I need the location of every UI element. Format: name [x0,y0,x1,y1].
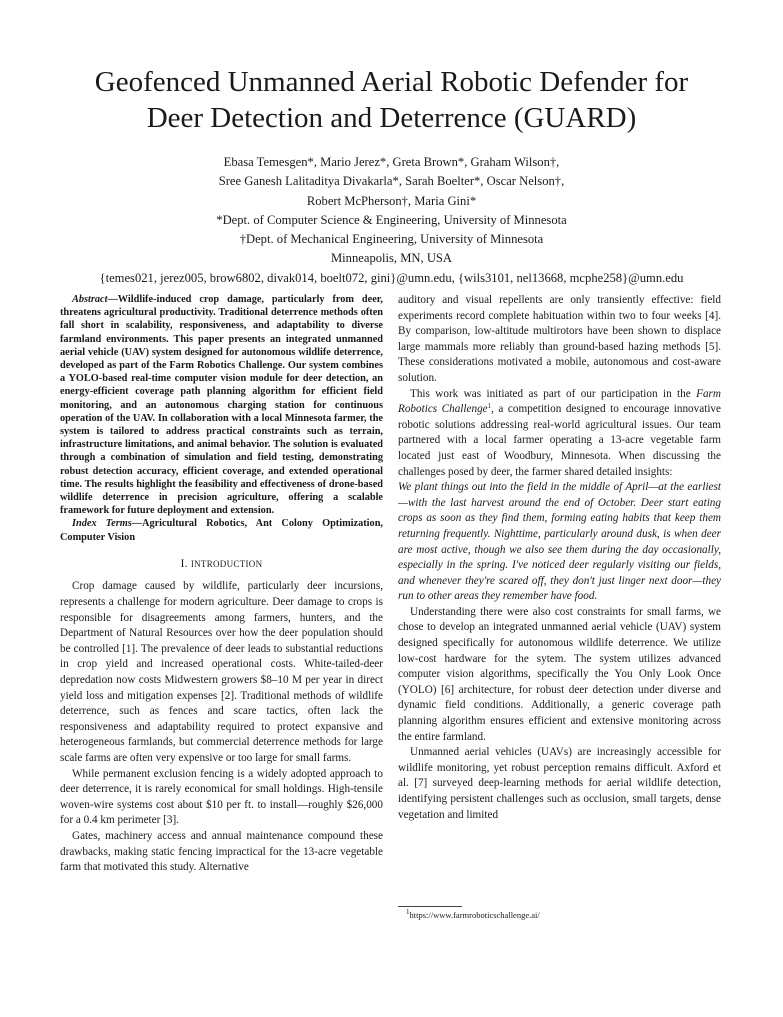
title-line: Geofenced Unmanned Aerial Robotic Defender for [94,66,689,98]
title-line: Deer Detection and Deterrence (GUARD) [146,102,637,134]
author-line: Sree Ganesh Lalitaditya Divakarla*, Sarah Boelter*, Oscar Nelson†, [218,174,565,189]
section-number: I. [180,557,188,570]
paragraph [398,387,721,481]
paragraph-text: , a competition designed to encourage innovative robotic solutions addressing real-world agricultural issues. Our team partnered with a local farmer operating a 13-acre vegetable farm located just east of Woodbury, Minnesota. When discussing the challenges posed by deer, the farmer shared detailed insights: [398,403,721,478]
farmer-quote: We plant things out into the field in the middle of April—at the earliest—with the last harvest around the end of October. Deer start eating crops as soon as they find them, forming eating habits that keep them returning frequently. Nighttime, particularly around dusk, is when deer are most active, though we also see them during the day occasionally, especially in the spring. I've noticed deer regularly visiting our fields, and whenever they're scared off, they don't just linger next door—they run to other areas they remember have food. [398,481,721,603]
paragraph: auditory and visual repellents are only transiently effective: field experiments record complete habituation within two to four weeks [4]. By comparison, low-altitude multirotors have been shown to displace large mammals more reliably than ground-based hazing methods [5]. These considerations motivated a mobile, autonomous and cost-aware solution. [398,294,721,384]
section-heading [60,557,383,573]
paragraph-text: This work was initiated as part of our participation in the [410,387,697,400]
footnote-url[interactable]: https://www.farmroboticschallenge.ai/ [409,910,540,920]
right-column [398,293,721,823]
paragraph: Gates, machinery access and annual maintenance compound these drawbacks, making static fencing impractical for the 13-acre vegetable farm that motivated this study. Alternative [60,829,383,874]
abstract [60,293,383,517]
abstract-label: Abstract [72,294,108,305]
paragraph: Understanding there were also cost constraints for small farms, we chose to develop an integrated unmanned aerial vehicle (UAV) system designed specifically for autonomous wildlife deterrence. We utilize low-cost hardware for the sytem. The system utilizes advanced computer vision algorithms, specifically the You Only Look Once (YOLO) [6] architecture, for robust deer detection under diverse and dynamic field conditions. Additionally, a generic coverage path planning algorithm ensures efficient and extensive monitoring across the entire farmland. [398,605,721,743]
paragraph: Unmanned aerial vehicles (UAVs) are increasingly accessible for wildlife monitoring, yet robust perception remains difficult. Axford et al. [7] surveyed deep-learning methods for aerial wildlife detection, identifying persistent challenges such as occlusion, small targets, dense vegetation and limited [398,746,721,821]
index-terms-label: Index Terms [72,518,132,530]
author-block [40,153,743,288]
affiliation-line: *Dept. of Computer Science & Engineering, University of Minnesota [216,212,567,227]
abstract-text: —Wildlife-induced crop damage, particularly from deer, threatens agricultural productivity. Traditional deterrence methods often fall short in scalability, responsiveness, and adaptability to diverse farmland environments. This paper presents an integrated unmanned aerial vehicle (UAV) system designed for autonomous wildlife deterrence, developed as part of the Farm Robotics Challenge. Our system combines a YOLO-based real-time computer vision module for deer detection, an energy-efficient coverage path planning algorithm for efficient field monitoring, and an autonomous charging station for continuous operation of the UAV. In collaboration with a local Minnesota farmer, the system is tailored to address practical constraints such as terrain, infrastructure limitations, and animal behavior. The solution is evaluated through a combination of simulation and field testing, demonstrating robust detection accuracy, efficient coverage, and extended operational time. The results highlight the feasibility and effectiveness of drone-based wildlife deterrence in precision agriculture, offering a scalable framework for future deployment and extension. [60,294,383,517]
footnote-marker: 1 [487,402,492,411]
email-line: {temes021, jerez005, brow6802, divak014, boelt072, gini}@umn.edu, {wils3101, nel13668, mcphe258}@umn.edu [99,270,684,285]
section-title: INTRODUCTION [190,558,263,569]
index-terms-text: —Agricultural Robotics, Ant Colony Optimization, Computer Vision [60,518,383,543]
footnote-number: 1 [406,908,410,916]
paragraph: Crop damage caused by wildlife, particularly deer incursions, represents a challenge for modern agriculture. Deer damage to crops is responsible for disagreements among farmers, hunters, and the Department of Natural Resources over how the deer population should be controlled [1]. The prevalence of deer leads to substantial reductions in crop yield and increased operational costs. White-tailed-deer depredation now costs Midwestern growers $8–10 M per year in direct yield loss and mitigation expenses [2]. Traditional methods of wildlife deterrence, such as fences and scare tactics, often lack the responsiveness and adaptability required to protect expansive and heterogeneous farmlands, but commercial deterrence methods for large scale farms are often very expensive or too large for small farms. [60,580,383,764]
author-line: Robert McPherson†, Maria Gini* [306,193,477,208]
challenge-name: Farm Robotics Challenge [398,387,721,416]
footnote-rule [398,906,462,907]
left-column [60,293,383,876]
affiliation-line: †Dept. of Mechanical Engineering, University of Minnesota [239,232,544,247]
author-line: Ebasa Temesgen*, Mario Jerez*, Greta Brown*, Graham Wilson†, [223,155,560,169]
affiliation-line: Minneapolis, MN, USA [330,251,453,266]
paragraph: While permanent exclusion fencing is a widely adopted approach to deer deterrence, it is rarely economical for small holdings. High-tensile woven-wire systems cost about $10 per ft. to install—roughly $26,000 for a 0.4 km perimeter [3]. [60,767,383,827]
index-terms [60,517,383,543]
footnote [406,910,540,921]
paper-title [40,64,743,136]
